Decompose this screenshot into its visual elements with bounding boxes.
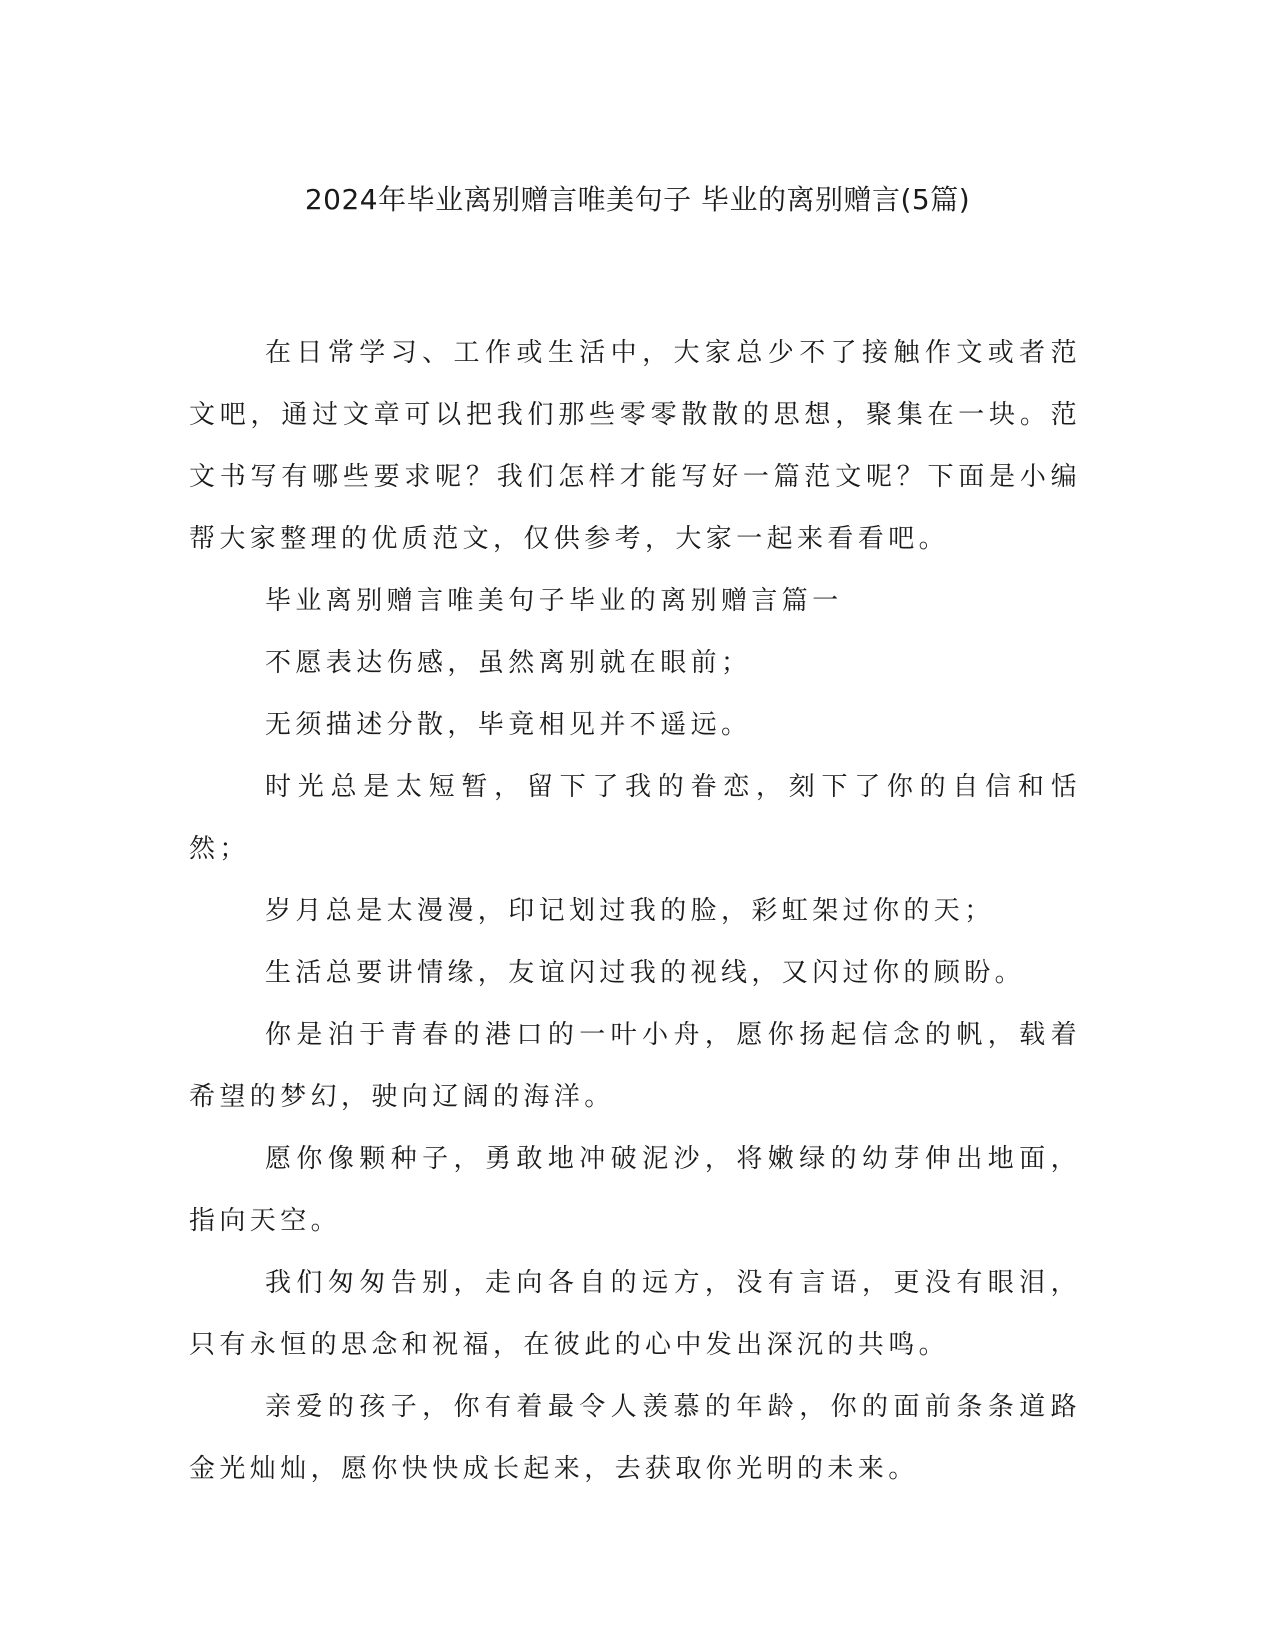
- paragraph: 愿你像颗种子，勇敢地冲破泥沙，将嫩绿的幼芽伸出地面，指向天空。: [189, 1144, 1081, 1236]
- paragraph: 你是泊于青春的港口的一叶小舟，愿你扬起信念的帆，载着希望的梦幻，驶向辽阔的海洋。: [189, 1020, 1081, 1112]
- paragraph: 不愿表达伤感，虽然离别就在眼前；: [265, 648, 752, 678]
- paragraph: 生活总要讲情缘，友谊闪过我的视线，又闪过你的顾盼。: [265, 958, 1026, 988]
- section-heading: 毕业离别赠言唯美句子毕业的离别赠言篇一: [265, 586, 843, 616]
- paragraph: 时光总是太短暂，留下了我的眷恋，刻下了你的自信和恬然；: [189, 772, 1081, 864]
- paragraph: 岁月总是太漫漫，印记划过我的脸，彩虹架过你的天；: [265, 896, 995, 926]
- document-title: 2024年毕业离别赠言唯美句子 毕业的离别赠言(5篇): [304, 183, 971, 216]
- document-body: [189, 322, 1081, 1500]
- paragraph: 无须描述分散，毕竟相见并不遥远。: [265, 710, 752, 740]
- paragraph: 我们匆匆告别，走向各自的远方，没有言语，更没有眼泪，只有永恒的思念和祝福，在彼此的心中发出深沉的共鸣。: [189, 1268, 1081, 1360]
- paragraph: 亲爱的孩子，你有着最令人羡慕的年龄，你的面前条条道路金光灿灿，愿你快快成长起来，去获取你光明的未来。: [189, 1392, 1081, 1484]
- intro-paragraph: 在日常学习、工作或生活中，大家总少不了接触作文或者范文吧，通过文章可以把我们那些零零散散的思想，聚集在一块。范文书写有哪些要求呢？我们怎样才能写好一篇范文呢？下面是小编帮大家整理的优质范文，仅供参考，大家一起来看看吧。: [189, 338, 1081, 554]
